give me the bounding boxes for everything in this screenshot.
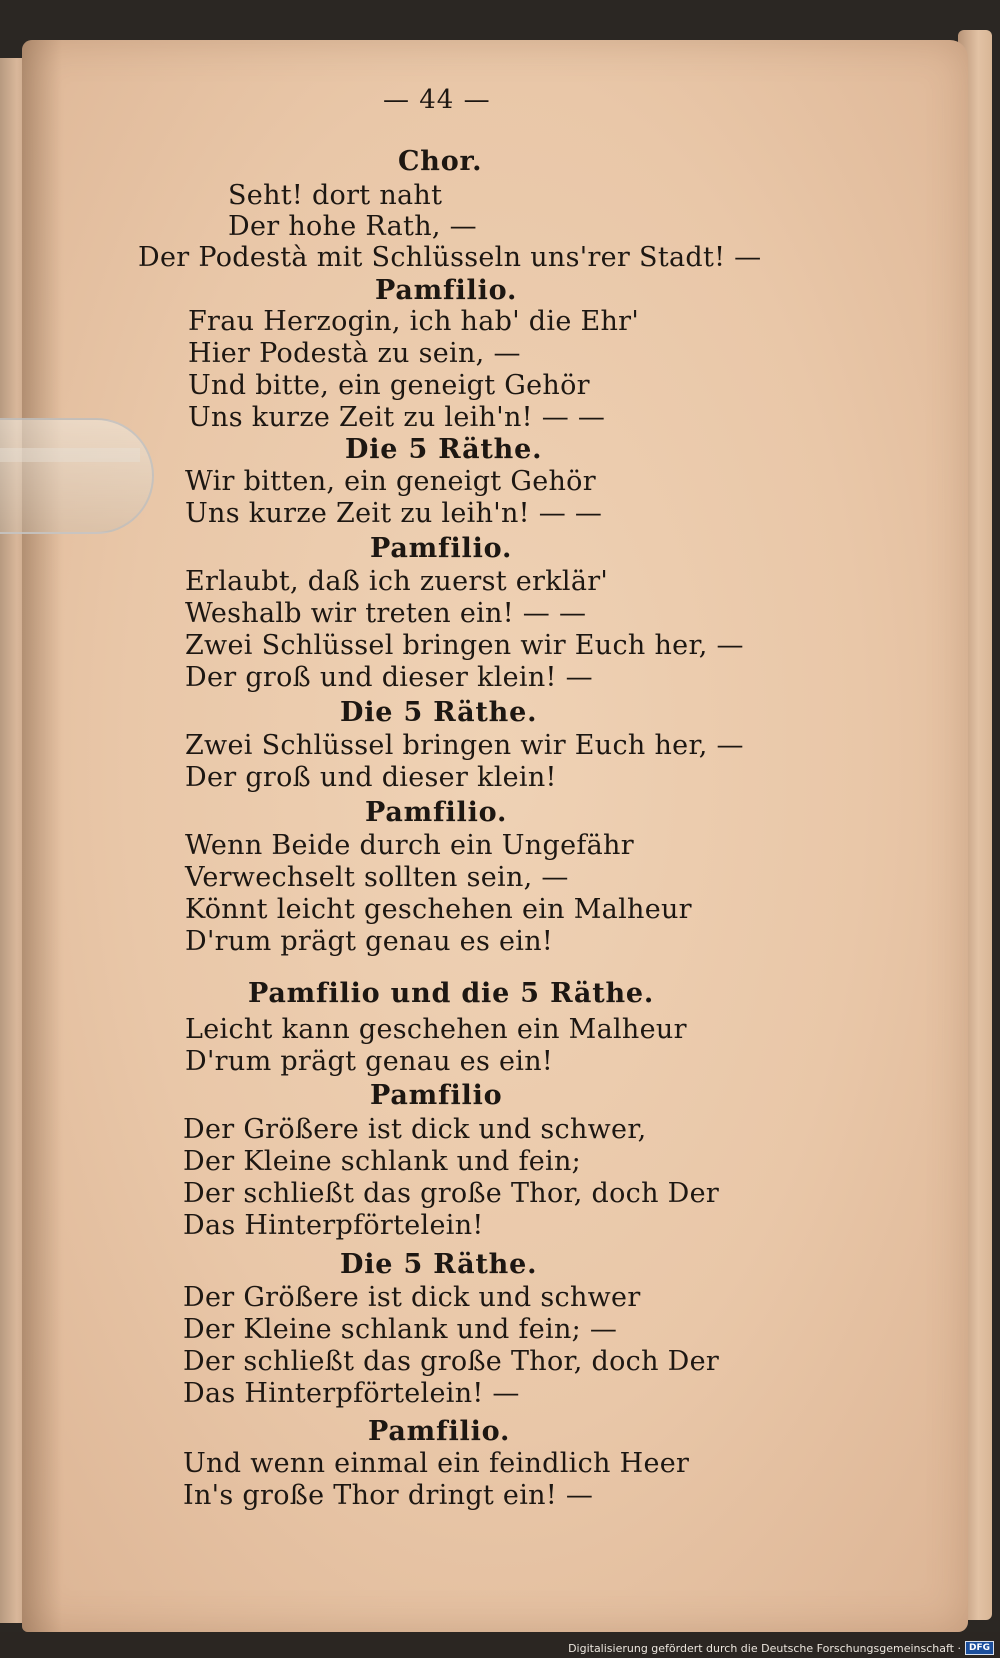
speaker-line: Pamfilio und die 5 Räthe. — [248, 978, 655, 1009]
verse-line: Wir bitten, ein geneigt Gehör — [185, 466, 596, 497]
verse-line: Leicht kann geschehen ein Malheur — [185, 1014, 687, 1045]
verse-line: Seht! dort naht — [228, 180, 443, 211]
verse-line: Der groß und dieser klein! — [185, 762, 557, 793]
digitization-credit — [568, 1641, 994, 1655]
verse-line: Der hohe Rath, — — [228, 211, 477, 242]
verse-line: Verwechselt sollten sein, — — [185, 862, 569, 893]
verse-line: Das Hinterpförtelein! — [183, 1210, 484, 1241]
speaker-line: Pamfilio. — [375, 275, 518, 306]
verse-line: Der groß und dieser klein! — — [185, 662, 593, 693]
verse-line: Zwei Schlüssel bringen wir Euch her, — — [185, 630, 744, 661]
speaker-line: Pamfilio. — [370, 533, 513, 564]
verse-line: Könnt leicht geschehen ein Malheur — [185, 894, 692, 925]
verse-line: D'rum prägt genau es ein! — [185, 926, 554, 957]
speaker-line: Die 5 Räthe. — [345, 434, 543, 465]
verse-line: Frau Herzogin, ich hab' die Ehr' — [188, 306, 640, 337]
verse-line: Der Kleine schlank und fein; — — [183, 1314, 618, 1345]
verse-line: Hier Podestà zu sein, — — [188, 338, 521, 369]
verse-line: Wenn Beide durch ein Ungefähr — [185, 830, 634, 861]
verse-line: Der Podestà mit Schlüsseln uns'rer Stadt! — — [138, 242, 762, 273]
speaker-line: Chor. — [398, 146, 483, 177]
verse-line: Der Größere ist dick und schwer — [183, 1282, 641, 1313]
verse-line: Der Größere ist dick und schwer, — [183, 1114, 647, 1145]
verse-line: Und wenn einmal ein feindlich Heer — [183, 1448, 690, 1479]
verse-line: Weshalb wir treten ein! — — — [185, 598, 587, 629]
verse-line: Der schließt das große Thor, doch Der — [183, 1346, 720, 1377]
verse-line: Der Kleine schlank und fein; — [183, 1146, 582, 1177]
page-number: — 44 — — [383, 85, 491, 115]
verse-line: D'rum prägt genau es ein! — [185, 1046, 554, 1077]
speaker-line: Pamfilio — [370, 1080, 503, 1111]
credit-text: Digitalisierung gefördert durch die Deutsche Forschungsgemeinschaft · — [568, 1641, 961, 1655]
dfg-logo: DFG — [965, 1641, 994, 1655]
verse-line: Zwei Schlüssel bringen wir Euch her, — — [185, 730, 744, 761]
speaker-line: Pamfilio. — [368, 1416, 511, 1447]
speaker-line: Die 5 Räthe. — [340, 1249, 538, 1280]
verse-line: Uns kurze Zeit zu leih'n! — — — [188, 402, 606, 433]
verse-line: Uns kurze Zeit zu leih'n! — — — [185, 498, 603, 529]
verse-line: Der schließt das große Thor, doch Der — [183, 1178, 720, 1209]
verse-line: Erlaubt, daß ich zuerst erklär' — [185, 566, 609, 597]
verse-line: In's große Thor dringt ein! — — [183, 1480, 594, 1511]
verse-line: Und bitte, ein geneigt Gehör — [188, 370, 590, 401]
verse-line: Das Hinterpförtelein! — — [183, 1378, 520, 1409]
speaker-line: Die 5 Räthe. — [340, 697, 538, 728]
speaker-line: Pamfilio. — [365, 797, 508, 828]
